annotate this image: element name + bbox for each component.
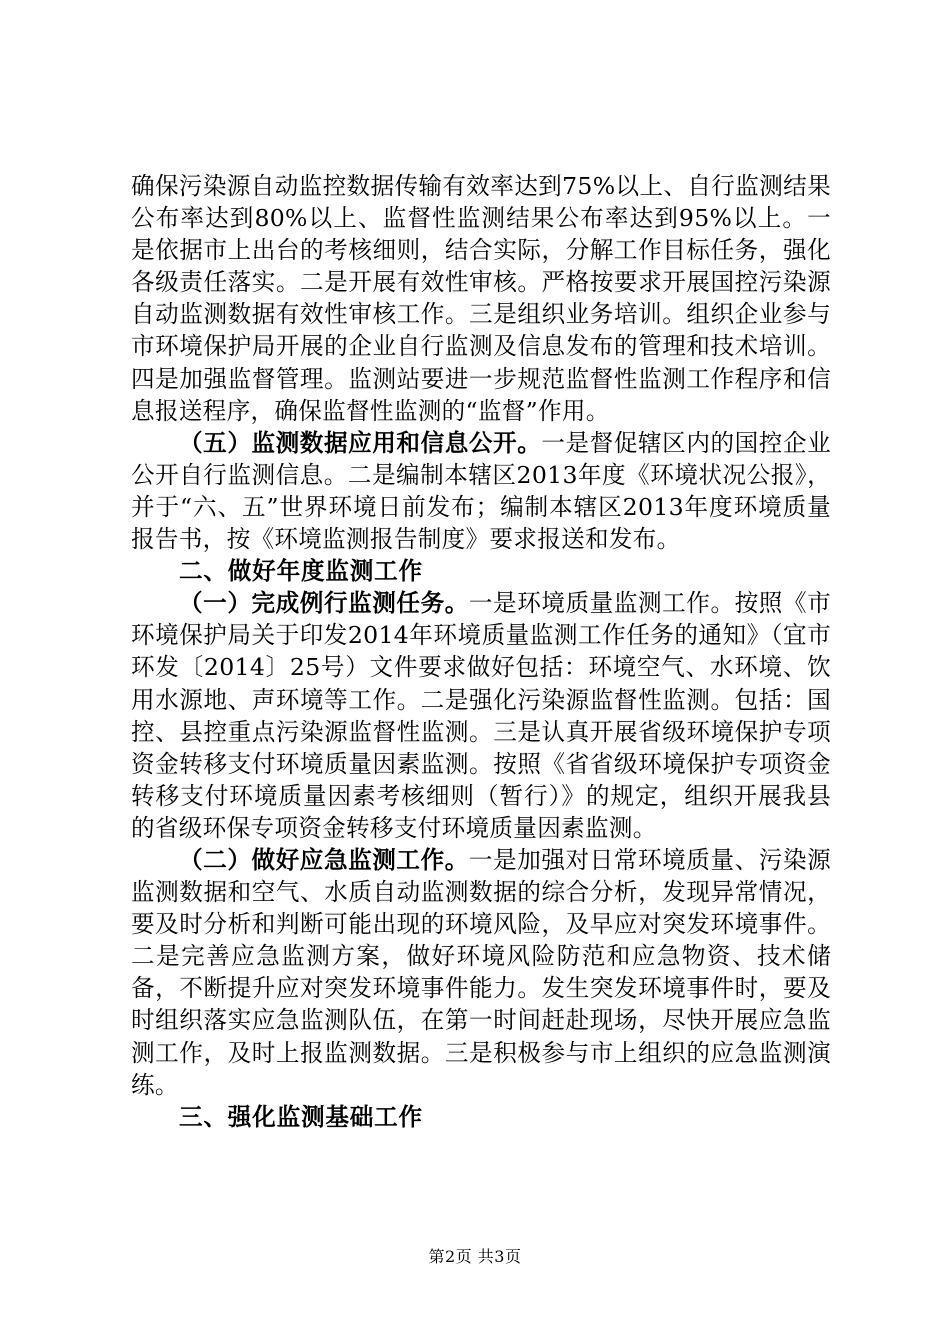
paragraph-5-text: 一是加强对日常环境质量、污染源监测数据和空气、水质自动监测数据的综合分析，发现异常情况，要及时分析和判断可能出现的环境风险，及早应对突发环境事件。二是完善应急监测方案，做好环境风险防范和应急物资、技术储备，不断提升应对突发环境事件能力。发生突发环境事件时，要及时组织落实应急监测队伍，在第一时间赶赴现场，尽快开展应急监测工作，及时上报监测数据。三是积极参与市上组织的应急监测演练。 [131, 845, 831, 1099]
section-5-heading: （五）监测数据应用和信息公开。 [179, 428, 542, 457]
paragraph-2-text: 一是督促辖区内的国控企业公开自行监测信息。二是编制本辖区2013年度《环境状况公报》，并于“六、五”世界环境日前发布；编制本辖区2013年度环境质量报告书，按《环境监测报告制度》要求报送和发布。 [131, 428, 832, 554]
section-1-heading: （一）完成例行监测任务。 [179, 589, 469, 618]
paragraph-2 [131, 427, 831, 555]
paragraph-5 [131, 844, 831, 1101]
section-2-heading: （二）做好应急监测工作。 [179, 845, 469, 874]
paragraph-1 [131, 170, 831, 427]
document-body [131, 170, 831, 1133]
paragraph-4 [131, 587, 831, 844]
paragraph-4-text: 一是环境质量监测工作。按照《市环境保护局关于印发2014年环境质量监测工作任务的通知》（宜市环发〔2014〕25号）文件要求做好包括：环境空气、水环境、饮用水源地、声环境等工作。二是强化污染源监督性监测。包括：国控、县控重点污染源监督性监测。三是认真开展省级环境保护专项资金转移支付环境质量因素监测。按照《省省级环境保护专项资金转移支付环境质量因素考核细则（暂行）》的规定，组织开展我县的省级环保专项资金转移支付环境质量因素监测。 [131, 589, 831, 842]
heading-part-3: 三、强化监测基础工作 [179, 1102, 423, 1131]
paragraph-1-text: 确保污染源自动监控数据传输有效率达到75%以上、自行监测结果公布率达到80%以上、监督性监测结果公布率达到95%以上。一是依据市上出台的考核细则，结合实际，分解工作目标任务，强化各级责任落实。二是开展有效性审核。严格按要求开展国控污染源自动监测数据有效性审核工作。三是组织业务培训。组织企业参与市环境保护局开展的企业自行监测及信息发布的管理和技术培训。四是加强监督管理。监测站要进一步规范监督性监测工作程序和信息报送程序，确保监督性监测的“监督”作用。 [131, 172, 831, 425]
heading-part-2: 二、做好年度监测工作 [179, 557, 423, 586]
page-number-footer: 第2页 共3页 [428, 1247, 522, 1266]
